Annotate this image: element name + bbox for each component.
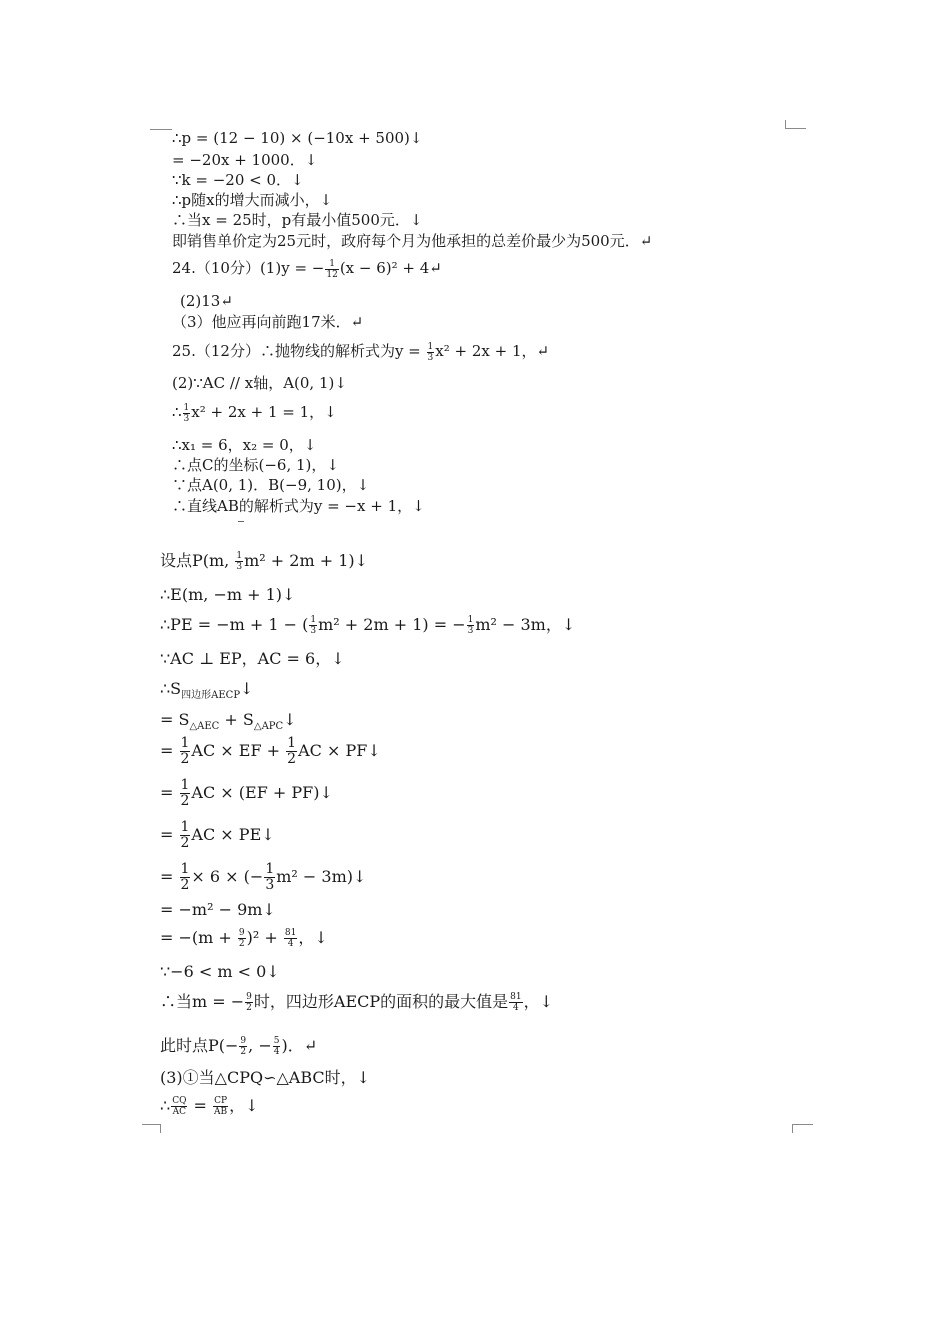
fraction: $\frac{5}{4}$ — [273, 1036, 280, 1057]
line-vertex-form: = −(m + $\frac{9}{2}$ )² + $\frac{81}{4}$ ，↓ — [160, 928, 328, 949]
fraction: $\frac{1}{2}$ — [180, 861, 190, 893]
fraction: $\frac{81}{4}$ — [284, 928, 297, 949]
line-part3-similar: (3)①当△CPQ∽△ABC时，↓ — [160, 1068, 371, 1087]
fraction: $\frac{1}{3}$ — [265, 861, 275, 893]
line-roots: ∴x₁ = 6，x₂ = 0，↓ — [172, 436, 317, 454]
fraction: $\frac{1}{3}$ — [236, 551, 243, 572]
line-half-six: = $\frac{1}{2}$ × 6 × (− $\frac{1}{3}$ m² − 3m)↓ — [160, 861, 367, 893]
crop-mark-top-right — [785, 120, 806, 129]
crop-mark-bottom-right — [792, 1124, 813, 1133]
crop-mark-bottom-left — [142, 1124, 161, 1133]
fraction: $\frac{9}{2}$ — [246, 992, 252, 1013]
line-point-c: ∴点C的坐标(−6, 1)，↓ — [172, 456, 339, 474]
line-k-negative: ∵k = −20 < 0．↓ — [172, 171, 304, 189]
line-p-decreasing: ∴p随x的增大而减小，↓ — [172, 191, 333, 209]
line-half-pe: = $\frac{1}{2}$ AC × PE↓ — [160, 819, 275, 851]
fraction: $\frac{1}{3}$ — [467, 615, 474, 636]
line-conclusion-23: 即销售单价定为25元时，政府每个月为他承担的总差价最少为500元．↵ — [172, 232, 653, 250]
line-p-expression: ∴p = (12 − 10) × (−10x + 500)↓ — [172, 129, 423, 147]
fraction: $\frac{81}{4}$ — [510, 992, 522, 1013]
fraction: $\frac{1}{2}$ — [180, 735, 190, 767]
line-ab-equation: ∴直线AB的解析式为y = −x + 1，↓ — [172, 497, 425, 515]
line-eq-solve: ∴ $\frac{1}{3}$ x² + 2x + 1 = 1，↓ — [172, 402, 337, 424]
line-pe: ∴PE = −m + 1 − ( $\frac{1}{3}$ m² + 2m + 1) = − $\frac{1}{3}$ m² − 3m，↓ — [160, 615, 576, 636]
fraction: $\frac{CQ}{AC}$ — [172, 1096, 187, 1117]
line-points-ab: ∵点A(0, 1)．B(−9, 10)，↓ — [172, 476, 370, 494]
line-quadratic: = −m² − 9m↓ — [160, 900, 276, 919]
fraction: $\frac{1}{3}$ — [310, 615, 317, 636]
line-q24-part3: （3）他应再向前跑17米．↵ — [172, 313, 364, 331]
line-point-e: ∴E(m, −m + 1)↓ — [160, 585, 296, 604]
fraction: $\frac{CP}{AB}$ — [214, 1096, 228, 1117]
line-area-sum: = $S_{\triangle AEC}$ + $S_{\triangle APC}↓$ — [160, 710, 297, 733]
fraction: $\frac{1}{2}$ — [180, 819, 190, 851]
fraction: $\frac{1}{12}$ — [326, 258, 338, 280]
fraction: $\frac{9}{2}$ — [240, 1036, 247, 1057]
line-min-value: ∴当x = 25时，p有最小值500元．↓ — [172, 211, 423, 229]
page-break-mark — [238, 521, 244, 526]
fraction: $\frac{1}{3}$ — [183, 402, 190, 424]
line-ac-parallel: (2)∵AC // x轴，A(0, 1)↓ — [172, 374, 347, 392]
fraction: $\frac{1}{2}$ — [287, 735, 297, 767]
line-half-ef-pf: = $\frac{1}{2}$ AC × (EF + PF)↓ — [160, 777, 333, 809]
line-q25-part1: 25.（12分）∴抛物线的解析式为y = $\frac{1}{3}$ x² + 2x + 1，↵ — [172, 341, 550, 363]
line-p-simplified: = −20x + 1000．↓ — [172, 151, 318, 169]
fraction: $\frac{1}{2}$ — [180, 777, 190, 809]
line-q24-part1: 24.（10分）(1)y = − $\frac{1}{12}$ (x − 6)² + 4↵ — [172, 258, 442, 280]
line-ac-perp: ∵AC ⊥ EP，AC = 6，↓ — [160, 649, 345, 668]
line-set-p: 设点P(m, $\frac{1}{3}$ m² + 2m + 1)↓ — [160, 551, 369, 572]
fraction: $\frac{9}{2}$ — [238, 928, 245, 949]
line-half-sum: = $\frac{1}{2}$ AC × EF + $\frac{1}{2}$ AC × PF↓ — [160, 735, 381, 767]
line-point-p-max: 此时点P(− $\frac{9}{2}$ , − $\frac{5}{4}$ )．↵ — [160, 1036, 318, 1057]
line-max-area: ∴当m = − $\frac{9}{2}$ 时，四边形AECP的面积的最大值是 $\frac{81}{4}$ ，↓ — [160, 992, 554, 1013]
line-ratio: ∴ $\frac{CQ}{AC}$ = $\frac{CP}{AB}$ ，↓ — [160, 1096, 259, 1117]
line-m-range: ∵−6 < m < 0↓ — [160, 962, 280, 981]
crop-mark-top-left — [150, 121, 172, 130]
fraction: $\frac{1}{3}$ — [427, 341, 434, 363]
line-area-s: $\therefore S_{四边形AECP}↓$ — [160, 679, 254, 702]
line-q24-part2: (2)13↵ — [180, 292, 233, 310]
